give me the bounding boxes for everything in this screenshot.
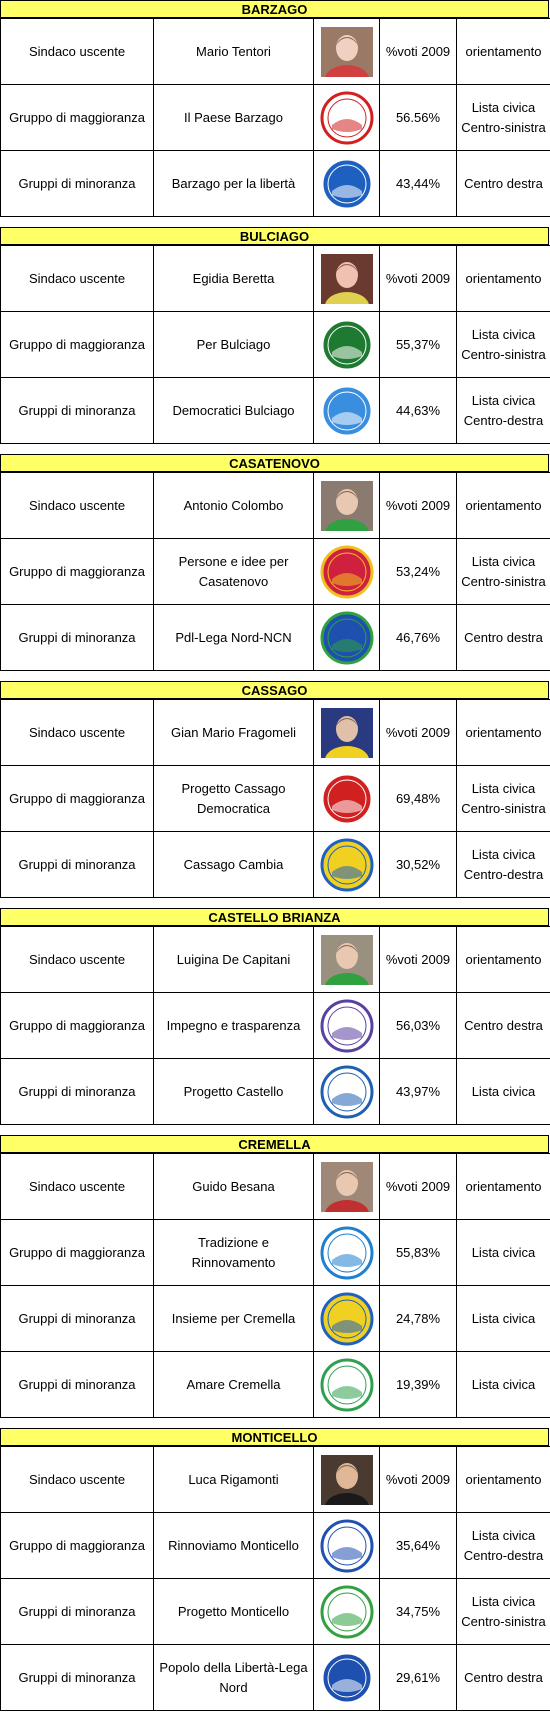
party-logo (320, 1226, 374, 1280)
name-cell: Pdl-Lega Nord-NCN (154, 605, 314, 671)
party-logo (320, 772, 374, 826)
table-row (1, 85, 550, 151)
table-row (1, 1579, 550, 1645)
photo-cell (314, 1447, 380, 1513)
orientation-cell: Lista civica Centro-destra (457, 832, 550, 898)
vote-cell: 43,97% (380, 1059, 457, 1125)
municipality-title: CREMELLA (0, 1135, 549, 1153)
section-gap (0, 217, 550, 227)
role-cell: Sindaco uscente (1, 19, 154, 85)
role-cell: Gruppo di maggioranza (1, 766, 154, 832)
orientation-cell: Lista civica Centro-sinistra (457, 312, 550, 378)
orientation-cell: Centro destra (457, 993, 550, 1059)
logo-cell (314, 1059, 380, 1125)
role-cell: Gruppi di minoranza (1, 1059, 154, 1125)
role-cell: Gruppi di minoranza (1, 151, 154, 217)
role-cell: Gruppo di maggioranza (1, 312, 154, 378)
municipality-section (0, 454, 550, 681)
table-row (1, 1352, 550, 1418)
municipality-section (0, 0, 550, 227)
results-table (0, 699, 550, 898)
party-logo (320, 838, 374, 892)
name-cell: Il Paese Barzago (154, 85, 314, 151)
orientation-cell: orientamento (457, 700, 550, 766)
vote-cell: %voti 2009 (380, 19, 457, 85)
vote-cell: 29,61% (380, 1645, 457, 1711)
vote-cell: %voti 2009 (380, 1154, 457, 1220)
party-logo (320, 545, 374, 599)
orientation-cell: orientamento (457, 1447, 550, 1513)
table-row (1, 312, 550, 378)
photo-cell (314, 19, 380, 85)
name-cell: Guido Besana (154, 1154, 314, 1220)
logo-cell (314, 1645, 380, 1711)
logo-cell (314, 1579, 380, 1645)
table-row (1, 246, 550, 312)
table-row (1, 473, 550, 539)
party-logo (320, 157, 374, 211)
role-cell: Gruppi di minoranza (1, 1579, 154, 1645)
role-cell: Gruppo di maggioranza (1, 1220, 154, 1286)
table-row (1, 1513, 550, 1579)
photo-cell (314, 700, 380, 766)
vote-cell: 56.56% (380, 85, 457, 151)
vote-cell: 56,03% (380, 993, 457, 1059)
results-table (0, 1446, 550, 1711)
role-cell: Gruppi di minoranza (1, 832, 154, 898)
mayor-photo (321, 708, 373, 758)
vote-cell: 53,24% (380, 539, 457, 605)
photo-cell (314, 473, 380, 539)
name-cell: Tradizione e Rinnovamento (154, 1220, 314, 1286)
table-row (1, 1059, 550, 1125)
vote-cell: 19,39% (380, 1352, 457, 1418)
party-logo (320, 1065, 374, 1119)
orientation-cell: Centro destra (457, 151, 550, 217)
logo-cell (314, 766, 380, 832)
table-row (1, 1220, 550, 1286)
vote-cell: 24,78% (380, 1286, 457, 1352)
table-row (1, 539, 550, 605)
table-row (1, 605, 550, 671)
table-row (1, 378, 550, 444)
table-row (1, 832, 550, 898)
municipality-title: CASTELLO BRIANZA (0, 908, 549, 926)
municipality-title: BARZAGO (0, 0, 549, 18)
logo-cell (314, 378, 380, 444)
municipality-title: CASATENOVO (0, 454, 549, 472)
party-logo (320, 384, 374, 438)
photo-cell (314, 246, 380, 312)
orientation-cell: Lista civica Centro-sinistra (457, 85, 550, 151)
table-row (1, 151, 550, 217)
results-table (0, 472, 550, 671)
table-row (1, 1447, 550, 1513)
results-table (0, 926, 550, 1125)
name-cell: Persone e idee per Casatenovo (154, 539, 314, 605)
orientation-cell: Lista civica (457, 1286, 550, 1352)
municipality-section (0, 227, 550, 454)
table-row (1, 1286, 550, 1352)
vote-cell: 35,64% (380, 1513, 457, 1579)
name-cell: Rinnoviamo Monticello (154, 1513, 314, 1579)
party-logo (320, 318, 374, 372)
name-cell: Antonio Colombo (154, 473, 314, 539)
table-row (1, 1154, 550, 1220)
role-cell: Sindaco uscente (1, 700, 154, 766)
role-cell: Sindaco uscente (1, 927, 154, 993)
table-row (1, 993, 550, 1059)
section-gap (0, 1418, 550, 1428)
orientation-cell: orientamento (457, 19, 550, 85)
logo-cell (314, 85, 380, 151)
vote-cell: %voti 2009 (380, 700, 457, 766)
results-table (0, 18, 550, 217)
role-cell: Gruppo di maggioranza (1, 993, 154, 1059)
results-table (0, 245, 550, 444)
name-cell: Barzago per la libertà (154, 151, 314, 217)
logo-cell (314, 539, 380, 605)
municipality-section (0, 1135, 550, 1428)
party-logo (320, 1292, 374, 1346)
party-logo (320, 1585, 374, 1639)
role-cell: Sindaco uscente (1, 246, 154, 312)
vote-cell: 30,52% (380, 832, 457, 898)
name-cell: Luca Rigamonti (154, 1447, 314, 1513)
vote-cell: 44,63% (380, 378, 457, 444)
name-cell: Progetto Cassago Democratica (154, 766, 314, 832)
vote-cell: 46,76% (380, 605, 457, 671)
logo-cell (314, 993, 380, 1059)
orientation-cell: orientamento (457, 246, 550, 312)
name-cell: Gian Mario Fragomeli (154, 700, 314, 766)
municipality-title: MONTICELLO (0, 1428, 549, 1446)
municipality-section (0, 681, 550, 908)
role-cell: Sindaco uscente (1, 1447, 154, 1513)
role-cell: Gruppi di minoranza (1, 378, 154, 444)
name-cell: Luigina De Capitani (154, 927, 314, 993)
orientation-cell: Lista civica (457, 1059, 550, 1125)
party-logo (320, 999, 374, 1053)
role-cell: Gruppo di maggioranza (1, 1513, 154, 1579)
name-cell: Per Bulciago (154, 312, 314, 378)
orientation-cell: Centro destra (457, 605, 550, 671)
mayor-photo (321, 1455, 373, 1505)
name-cell: Democratici Bulciago (154, 378, 314, 444)
orientation-cell: orientamento (457, 927, 550, 993)
orientation-cell: Lista civica (457, 1220, 550, 1286)
name-cell: Mario Tentori (154, 19, 314, 85)
mayor-photo (321, 27, 373, 77)
vote-cell: 43,44% (380, 151, 457, 217)
municipality-title: BULCIAGO (0, 227, 549, 245)
role-cell: Sindaco uscente (1, 473, 154, 539)
table-row (1, 1645, 550, 1711)
orientation-cell: Lista civica Centro-sinistra (457, 766, 550, 832)
vote-cell: %voti 2009 (380, 473, 457, 539)
orientation-cell: Lista civica Centro-sinistra (457, 539, 550, 605)
name-cell: Impegno e trasparenza (154, 993, 314, 1059)
vote-cell: 69,48% (380, 766, 457, 832)
name-cell: Amare Cremella (154, 1352, 314, 1418)
section-gap (0, 671, 550, 681)
logo-cell (314, 832, 380, 898)
logo-cell (314, 1286, 380, 1352)
role-cell: Sindaco uscente (1, 1154, 154, 1220)
orientation-cell: Lista civica Centro-sinistra (457, 1579, 550, 1645)
mayor-photo (321, 1162, 373, 1212)
name-cell: Popolo della Libertà-Lega Nord (154, 1645, 314, 1711)
role-cell: Gruppo di maggioranza (1, 85, 154, 151)
vote-cell: %voti 2009 (380, 927, 457, 993)
party-logo (320, 1358, 374, 1412)
orientation-cell: Centro destra (457, 1645, 550, 1711)
table-row (1, 927, 550, 993)
mayor-photo (321, 254, 373, 304)
name-cell: Progetto Monticello (154, 1579, 314, 1645)
role-cell: Gruppo di maggioranza (1, 539, 154, 605)
logo-cell (314, 1220, 380, 1286)
name-cell: Cassago Cambia (154, 832, 314, 898)
table-row (1, 766, 550, 832)
results-table (0, 1153, 550, 1418)
municipality-section (0, 908, 550, 1135)
party-logo (320, 1651, 374, 1705)
party-logo (320, 1519, 374, 1573)
vote-cell: 34,75% (380, 1579, 457, 1645)
name-cell: Egidia Beretta (154, 246, 314, 312)
orientation-cell: Lista civica Centro-destra (457, 378, 550, 444)
mayor-photo (321, 935, 373, 985)
role-cell: Gruppi di minoranza (1, 1645, 154, 1711)
table-row (1, 700, 550, 766)
municipality-title: CASSAGO (0, 681, 549, 699)
party-logo (320, 91, 374, 145)
section-gap (0, 898, 550, 908)
orientation-cell: orientamento (457, 1154, 550, 1220)
municipality-section (0, 1428, 550, 1711)
mayor-photo (321, 481, 373, 531)
logo-cell (314, 151, 380, 217)
section-gap (0, 444, 550, 454)
role-cell: Gruppi di minoranza (1, 1352, 154, 1418)
section-gap (0, 1125, 550, 1135)
party-logo (320, 611, 374, 665)
photo-cell (314, 1154, 380, 1220)
vote-cell: 55,83% (380, 1220, 457, 1286)
photo-cell (314, 927, 380, 993)
logo-cell (314, 1352, 380, 1418)
role-cell: Gruppi di minoranza (1, 1286, 154, 1352)
orientation-cell: Lista civica Centro-destra (457, 1513, 550, 1579)
orientation-cell: Lista civica (457, 1352, 550, 1418)
orientation-cell: orientamento (457, 473, 550, 539)
role-cell: Gruppi di minoranza (1, 605, 154, 671)
logo-cell (314, 1513, 380, 1579)
vote-cell: %voti 2009 (380, 1447, 457, 1513)
logo-cell (314, 312, 380, 378)
logo-cell (314, 605, 380, 671)
name-cell: Insieme per Cremella (154, 1286, 314, 1352)
vote-cell: %voti 2009 (380, 246, 457, 312)
name-cell: Progetto Castello (154, 1059, 314, 1125)
table-row (1, 19, 550, 85)
vote-cell: 55,37% (380, 312, 457, 378)
